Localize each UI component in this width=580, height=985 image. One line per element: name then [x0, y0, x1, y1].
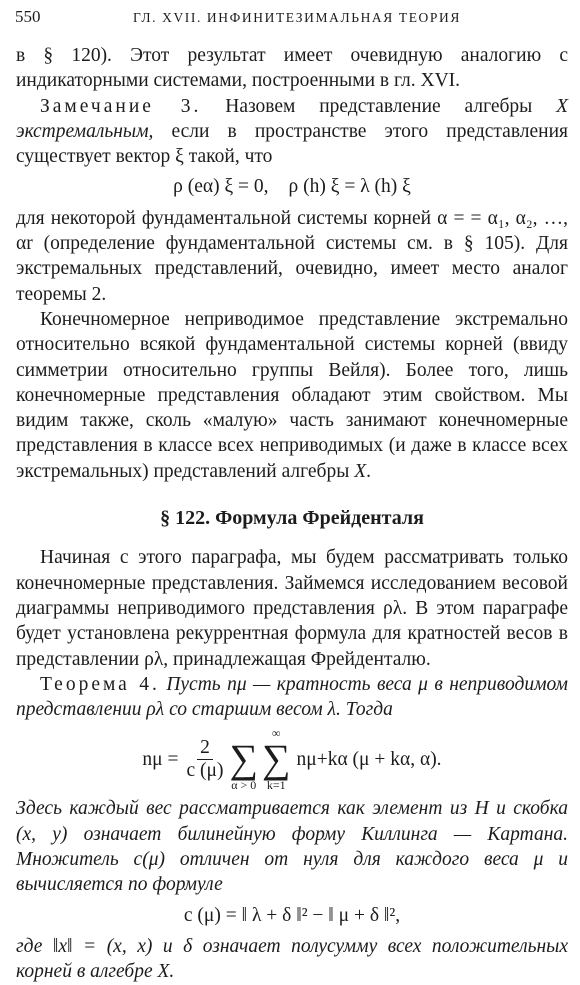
theorem-label: Теорема 4. [40, 673, 160, 695]
remark-text-2: если в пространстве этого представления существует вектор ξ такой, что [16, 120, 569, 168]
formula-part-b: ρ (h) ξ = λ (h) ξ [288, 176, 411, 198]
section-title: § 122. Формула Фрейденталя [160, 507, 424, 530]
page-number: 550 [15, 7, 41, 26]
page-body [16, 43, 568, 985]
running-head: ГЛ. XVII. ИНФИНИТЕЗИМАЛЬНАЯ ТЕОРИЯ [133, 10, 461, 25]
remark-label: Замечание 3. [40, 95, 202, 117]
remark-text-1: Назовем представление алгебры [225, 95, 533, 117]
sum-subscript: α > 0 [231, 778, 257, 793]
sum-superscript: ∞ [271, 726, 281, 741]
formula-c-mu: c (μ) = ‖ λ + δ ‖² − ‖ μ + δ ‖², [183, 904, 401, 926]
algebra-symbol: X [354, 460, 367, 482]
theorem-statement: Пусть nμ — кратность веса μ в неприводимом представлении ρλ со старшим весом λ. Тогда [16, 673, 568, 721]
formula-part-a: ρ (eα) ξ = 0, [173, 176, 269, 198]
theorem-4 [16, 672, 568, 723]
explanation-text: Здесь каждый вес рассматривается как элемент из H и скобка (x, y) означает билинейную форму Киллинга — Картана. Множитель c(μ) отличен от нуля для каждого веса μ и вычисляется по формуле [16, 798, 568, 896]
paragraph-text: Конечномерное неприводимое представление экстремально относительно всякой фундаментальной системы корней (ввиду симметрии относительно группы Вейля). Более того, лишь конечномерные представления обладают этим свойством. Мы видим также, сколь «малую» часть занимают конечномерные представления в классе всех неприводимых (и даже в классе всех экстремальных) представлений алгебры [16, 308, 568, 482]
fraction [187, 737, 224, 782]
defined-term: экстремальным, [16, 120, 154, 142]
fraction-numerator: 2 [197, 737, 213, 760]
norm-text: где ‖x‖ = (x, x) и δ означает полусумму всех положительных корней в алгебре X. [16, 935, 568, 983]
sigma-symbol: ∑ [262, 736, 291, 782]
fraction-denominator: c (μ) [186, 759, 224, 781]
sum-subscript: k=1 [266, 778, 286, 793]
paragraph-intro: Начиная с этого параграфа, мы будем рассматривать только конечномерные представления. Займемся исследованием весовой диаграммы неприводимого представления ρλ. В этом параграфе будет установлена рекуррентная формула для кратностей весов в представлении ρλ, принадлежащая Фрейденталю. [16, 547, 568, 670]
freudenthal-formula [16, 726, 568, 792]
paragraph-fundamental-system: для некоторой фундаментальной системы корней α = = α₁, α₂, …, αr (определение фундаментальной системы см. в § 105). Для экстремальных представлений, очевидно, имеет место аналог теоремы 2. [16, 207, 568, 305]
paragraph-finite-dim [16, 307, 568, 484]
formula-lhs: nμ = [142, 748, 179, 770]
formula-rhs: nμ+kα (μ + kα, α). [296, 748, 442, 770]
sum-over-k [262, 726, 291, 792]
formula-extremal [16, 174, 568, 199]
paragraph-norm [16, 934, 568, 985]
sigma-symbol: ∑ [229, 736, 258, 782]
paragraph-explanation [16, 796, 568, 897]
sum-over-roots [229, 726, 258, 792]
page-header [15, 4, 568, 28]
period: . [366, 460, 371, 482]
paragraph-continuation: в § 120). Этот результат имеет очевидную аналогию с индикаторными системами, построенными в гл. XVI. [16, 45, 568, 92]
algebra-symbol: X [556, 95, 569, 117]
remark-3 [16, 94, 568, 170]
